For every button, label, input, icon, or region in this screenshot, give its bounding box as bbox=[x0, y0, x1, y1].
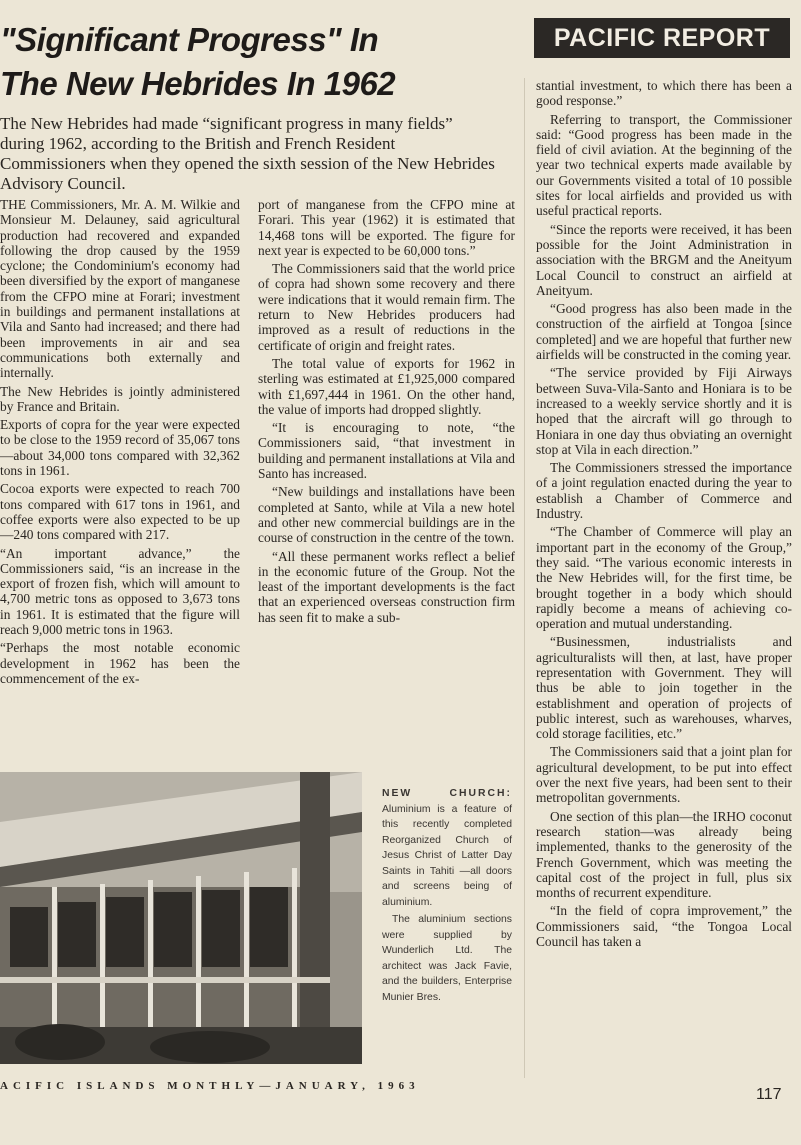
paragraph: The Commissioners stressed the importance of a joint regulation enacted during the year to establish a Chamber of Commerce and Industry. bbox=[536, 460, 792, 522]
paragraph: One section of this plan—the IRHO coconut research station—was already being implemented, thanks to the generosity of the French Government, which was meeting the capital cost of the project in full, plus six months of recurrent expenditure. bbox=[536, 808, 792, 901]
article-headline: "Significant Progress" In The New Hebrides In 1962 bbox=[0, 21, 396, 102]
church-building-image bbox=[0, 772, 362, 1064]
paragraph: “All these permanent works reflect a belief in the economic future of the Group. Not the least of the important developments is the fact that an experienced overseas construction firm has seen fit to make a sub- bbox=[258, 548, 515, 625]
page-footer: ACIFIC ISLANDS MONTHLY—JANUARY, 1963 bbox=[0, 1080, 420, 1092]
church-photo bbox=[0, 772, 362, 1064]
paragraph: stantial investment, to which there has been a good response.” bbox=[536, 78, 792, 109]
paragraph: THE Commissioners, Mr. A. M. Wilkie and Monsieur M. Delauney, said agricultural production had recovered and expanded following the drop caused by the 1959 cyclone; the Condominium's economy had been diversified by the export of manganese from the CFPO mine at Forari; investment in buildings and permanent installations at Vila and Santo had increased; and there had been improvements in air and sea communications both externally and internally. bbox=[0, 197, 240, 381]
paragraph: The Commissioners said that the world price of copra had shown some recovery and there were indications that it would remain firm. The return to New Hebrides producers had improved as a result of reductions in the certificate of origin and freight rates. bbox=[258, 261, 515, 353]
paragraph: “The service provided by Fiji Airways between Suva-Vila-Santo and Honiara is to be increased to a weekly service shortly and it is hoped that the aircraft will go through to Honiara in one day thus obviating an overnight stop at Vila in each direction.” bbox=[536, 365, 792, 457]
paragraph: The total value of exports for 1962 in sterling was estimated at £1,925,000 compared with £1,697,444 in 1961. On the other hand, the value of imports had dropped slightly. bbox=[258, 355, 515, 417]
paragraph: Exports of copra for the year were expected to be close to the 1959 record of 35,067 tons—about 34,000 tons compared with 32,362 tons in 1961. bbox=[0, 417, 240, 479]
paragraph: port of manganese from the CFPO mine at Forari. This year (1962) it is estimated that 14,468 tons will be exported. The figure for next year is expected to be 60,000 tons.” bbox=[258, 197, 515, 258]
caption-credit: The aluminium sections were supplied by Wunderlich Ltd. The architect was Jack Favie, and the builders, Enterprise Munier Bres. bbox=[382, 914, 512, 1003]
paragraph: The Commissioners said that a joint plan for agricultural development, to be put into effect over the next five years, had been sent to their metropolitan governments. bbox=[536, 744, 792, 806]
article-column-1 bbox=[0, 197, 240, 689]
caption-title: NEW CHURCH: bbox=[382, 788, 512, 799]
photo-caption bbox=[382, 786, 512, 1007]
paragraph: “It is encouraging to note, “the Commissioners said, “that investment in building and permanent installations at Vila and Santo has increased. bbox=[258, 420, 515, 482]
paragraph: “New buildings and installations have been completed at Santo, while at Vila a new hotel and other new commercial buildings are in the course of construction in the centre of the town. bbox=[258, 484, 515, 546]
paragraph: Referring to transport, the Commissioner said: “Good progress has been made in the field of civil aviation. At the beginning of the year two technical experts made available by our Governments visited a total of 10 possible sites for local airfields and provided us with useful practical reports. bbox=[536, 111, 792, 219]
article-standfirst: The New Hebrides had made “significant progress in many fields” during 1962, according to the British and French Resident Commissioners when they opened the sixth session of the New Hebrides Advisory Council. bbox=[0, 114, 495, 193]
article-column-3 bbox=[536, 78, 792, 952]
paragraph: “The Chamber of Commerce will play an important part in the economy of the Group,” they said. “The various economic interests in the New Hebrides will, for the first time, be brought together in a body which should rapidly become a means of achieving co-operation and mutual understanding. bbox=[536, 524, 792, 632]
paragraph: “Since the reports were received, it has been possible for the Joint Administration in association with the BRGM and the Aneityum Local Council to construct an airfield at Aneityum. bbox=[536, 221, 792, 298]
paragraph: “An important advance,” the Commissioners said, “is an increase in the export of frozen fish, which will amount to 4,700 metric tons as opposed to 3,673 tons in 1961. It is estimated that the figure will reach 9,000 metric tons in 1963. bbox=[0, 545, 240, 638]
paragraph: Cocoa exports were expected to reach 700 tons compared with 617 tons in 1961, and coffee exports were also expected to be up—240 tons compared with 217. bbox=[0, 481, 240, 543]
paragraph: “Good progress has also been made in the construction of the airfield at Tongoa [since completed] and we are hopeful that further new airfields will be constructed in the coming year. bbox=[536, 301, 792, 363]
section-banner: PACIFIC REPORT bbox=[534, 18, 790, 58]
caption-text: Aluminium is a feature of this recently completed Reorganized Church of Jesus Christ of Latter Day Saints in Tahiti —all doors and screens being of aluminium. bbox=[382, 803, 512, 908]
page-number: 117 bbox=[756, 1086, 782, 1103]
paragraph: The New Hebrides is jointly administered by France and Britain. bbox=[0, 383, 240, 414]
paragraph: “Businessmen, industrialists and agriculturalists will then, at last, have proper representation with Government. They will thus be able to join together in the establishment and operation of projects of public interest, such as warehouses, wharves, cold storage facilities, etc.” bbox=[536, 634, 792, 742]
column-divider bbox=[524, 78, 525, 1078]
paragraph: “In the field of copra improvement,” the Commissioners said, “the Tongoa Local Council has taken a bbox=[536, 903, 792, 950]
article-column-2 bbox=[258, 197, 515, 628]
paragraph: “Perhaps the most notable economic development in 1962 has been the commencement of the ex- bbox=[0, 640, 240, 686]
